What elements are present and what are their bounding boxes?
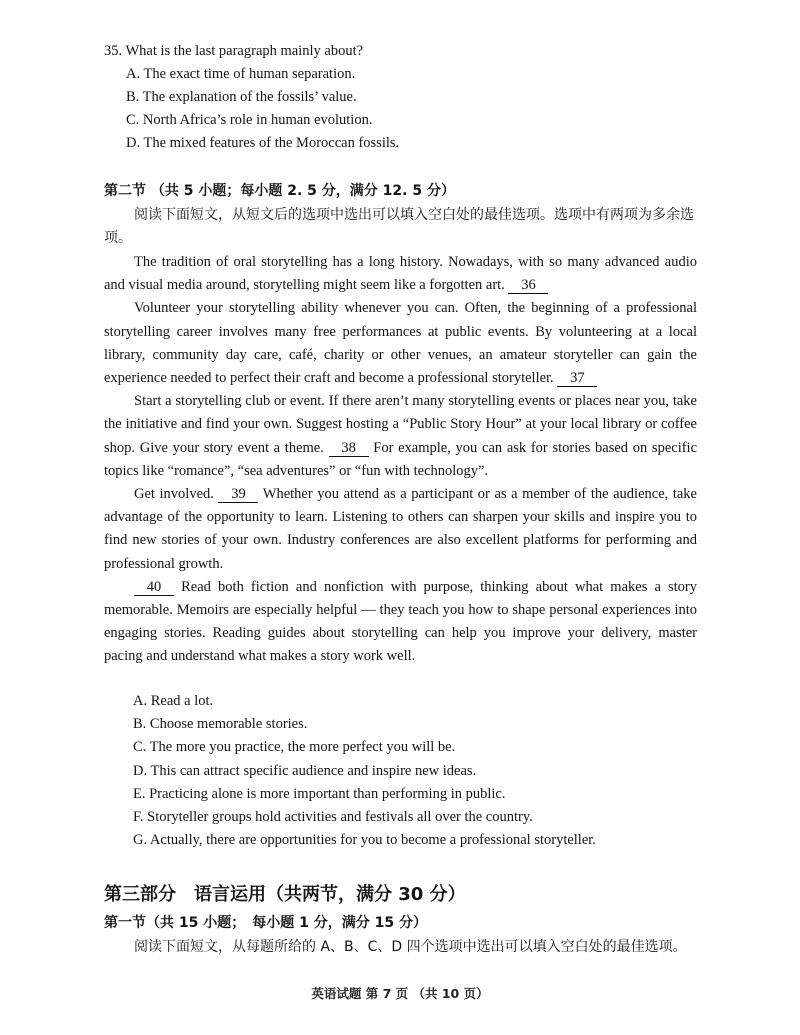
option-d: D. The mixed features of the Moroccan fossils. [126, 135, 400, 151]
option-c: C. North Africa’s role in human evolution. [126, 112, 373, 128]
passage [104, 251, 697, 669]
blank-36: 36 [508, 277, 548, 294]
choice-list [133, 690, 693, 852]
option-b: B. The explanation of the fossils’ value. [126, 89, 357, 105]
choice-b: B. Choose memorable stories. [133, 716, 308, 733]
page-footer: 英语试题 第 7 页 （共 10 页） [311, 986, 489, 1001]
paragraph-text: Read both fiction and nonfiction with purpose, thinking about what makes a story memorable. Memoirs are especially helpful — they teach you how to shape personal experiences into engaging stories. Reading guides about storytelling can help you improve your delivery, master pacing and understand what makes a story work well. [104, 578, 698, 665]
paragraph-1 [104, 251, 697, 297]
paragraph-text: Get involved. [134, 486, 214, 503]
section-title: 第二节 （共 5 小题；每小题 2. 5 分，满分 12. 5 分） [104, 183, 455, 199]
part-title: 第三部分 语言运用（共两节，满分 30 分） [104, 884, 466, 905]
question-35 [104, 40, 704, 155]
question-stem: 35. What is the last paragraph mainly about? [104, 43, 364, 59]
paragraph-5 [104, 576, 697, 669]
choice-d: D. This can attract specific audience and inspire new ideas. [133, 762, 477, 779]
paragraph-text: For example, you can ask for stories based on specific topics like “romance”, “sea adventures” or “fun with technology”. [104, 439, 698, 479]
paragraph-2 [104, 297, 697, 390]
blank-40: 40 [134, 579, 174, 596]
paragraph-text: Start a storytelling club or event. If there aren’t many storytelling events or places near you, take the initiative and find your own. Suggest hosting a “Public Story Hour” at your local library or coffee shop. Give your story event a theme. [104, 393, 697, 456]
part-instruction: 阅读下面短文，从每题所给的 A、B、C、D 四个选项中选出可以填入空白处的最佳选项。 [134, 939, 687, 955]
paragraph-text: The tradition of oral storytelling has a long history. Nowadays, with so many advanced audio and visual media around, storytelling might seem like a forgotten art. [104, 254, 697, 294]
blank-37: 37 [557, 370, 597, 387]
choice-e: E. Practicing alone is more important than performing in public. [133, 785, 506, 802]
choice-c: C. The more you practice, the more perfect you will be. [133, 739, 456, 756]
blank-39: 39 [218, 486, 258, 503]
choice-a: A. Read a lot. [133, 693, 214, 709]
section-instruction: 阅读下面短文，从短文后的选项中选出可以填入空白处的最佳选项。选项中有两项为多余选项。 [104, 207, 694, 246]
blank-38: 38 [329, 440, 369, 457]
paragraph-3 [104, 390, 697, 483]
paragraph-4 [104, 483, 697, 576]
choice-g: G. Actually, there are opportunities for you to become a professional storyteller. [133, 832, 596, 849]
option-a: A. The exact time of human separation. [126, 66, 356, 82]
paragraph-text: Whether you attend as a participant or as a member of the audience, take advantage of the opportunity to learn. Listening to others can sharpen your skills and inspire you to find new stories of your own. Industry conferences are also excellent platforms for performing and professional growth. [104, 486, 697, 572]
part-subtitle: 第一节（共 15 小题； 每小题 1 分，满分 15 分） [104, 915, 427, 931]
paragraph-text: Volunteer your storytelling ability whenever you can. Often, the beginning of a professional storytelling career involves many free performances at public events. By volunteering at a local library, community day care, café, charity or other venues, an amateur storyteller can gain the experience needed to perfect their craft and become a professional storyteller. [104, 300, 697, 387]
choice-f: F. Storyteller groups hold activities and festivals all over the country. [133, 809, 533, 826]
